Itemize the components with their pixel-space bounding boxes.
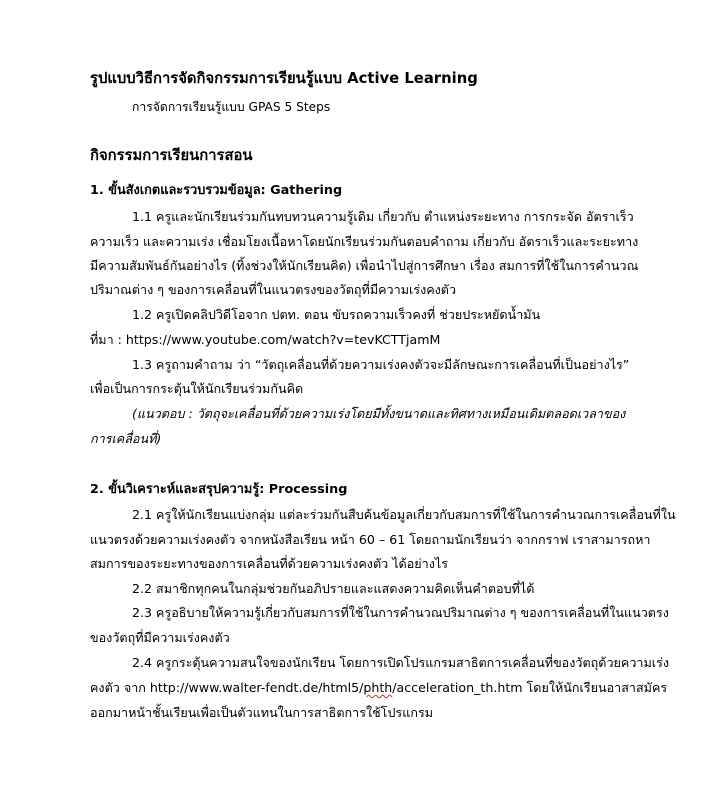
section-2-paragraph-4-line-1: 2.4 ครูกระตุ้นความสนใจของนักเรียน โดยการเปิดโปรแกรมสาธิตการเคลื่อนที่ของวัตถุด้วยความเร่ง (132, 655, 669, 670)
section-2-paragraph-3-line-2: ของวัตถุที่มีความเร่งคงตัว (90, 630, 230, 645)
url-text-end: /acceleration_th.htm โดยให้นักเรียนอาสาสมัคร (392, 680, 668, 695)
section-2-paragraph-3-line-1: 2.3 ครูอธิบายให้ความรู้เกี่ยวกับสมการที่ใช้ในการคำนวณปริมาณต่าง ๆ ของการเคลื่อนที่ในแนวตรง (132, 605, 669, 620)
section-1-paragraph-1-line-2: ความเร็ว และความเร่ง เชื่อมโยงเนื้อหาโดยนักเรียนร่วมกันตอบคำถาม เกี่ยวกับ อัตราเร็วและระยะทาง (90, 234, 639, 249)
section-1-paragraph-1-line-3: มีความสัมพันธ์กันอย่างไร (ทิ้งช่วงให้นักเรียนคิด) เพื่อนำไปสู่การศึกษา เรื่อง สมการที่ใช้ในการคำนวณ (90, 258, 639, 273)
section-2-paragraph-1-line-2: แนวตรงด้วยความเร่งคงตัว จากหนังสือเรียน หน้า 60 – 61 โดยถามนักเรียนว่า จากกราฟ เราสามารถหา (90, 532, 651, 547)
section-1-paragraph-2-line-1: 1.2 ครูเปิดคลิปวิดีโอจาก ปตท. ตอน ขับรถความเร็วคงที่ ช่วยประหยัดน้ำมัน (132, 307, 541, 322)
answer-guide-line-2: การเคลื่อนที่) (90, 431, 162, 446)
section-2-paragraph-1-line-3: สมการของระยะทางของการเคลื่อนที่ด้วยความเร่งคงตัว ได้อย่างไร (90, 556, 448, 571)
section-2-paragraph-4-line-3: ออกมาหน้าชั้นเรียนเพื่อเป็นตัวแทนในการสาธิตการใช้โปรแกรม (90, 705, 434, 720)
section-heading: กิจกรรมการเรียนการสอน (90, 147, 253, 164)
document-subtitle: การจัดการเรียนรู้แบบ GPAS 5 Steps (132, 100, 331, 114)
section-2-paragraph-2-line-1: 2.2 สมาชิกทุกคนในกลุ่มช่วยกันอภิปรายและแสดงความคิดเห็นคำตอบที่ได้ (132, 581, 535, 596)
source-link-line: ที่มา : https://www.youtube.com/watch?v=tevKCTTjamM (90, 332, 441, 347)
answer-guide-line-1: (แนวตอบ : วัตถุจะเคลื่อนที่ด้วยความเร่งโดยมีทั้งขนาดและทิศทางเหมือนเดิมตลอดเวลาของ (132, 406, 626, 421)
document-title: รูปแบบวิธีการจัดกิจกรรมการเรียนรู้แบบ Active Learning (90, 70, 478, 87)
section-2-paragraph-1-line-1: 2.1 ครูให้นักเรียนแบ่งกลุ่ม แต่ละร่วมกันสืบค้นข้อมูลเกี่ยวกับสมการที่ใช้ในการคำนวณการเคลื่อนที่ใน (132, 507, 676, 522)
section-1-paragraph-1-line-1: 1.1 ครูและนักเรียนร่วมกันทบทวนความรู้เดิม เกี่ยวกับ ตำแหน่งระยะทาง การกระจัด อัตราเร็ว (132, 209, 634, 224)
section-1-paragraph-1-line-4: ปริมาณต่าง ๆ ของการเคลื่อนที่ในแนวตรงของวัตถุที่มีความเร่งคงตัว (90, 282, 457, 297)
section-1-paragraph-3-line-2: เพื่อเป็นการกระตุ้นให้นักเรียนร่วมกันคิด (90, 381, 304, 396)
section-1-paragraph-3-line-1: 1.3 ครูถามคำถาม ว่า “วัตถุเคลื่อนที่ด้วยความเร่งคงตัวจะมีลักษณะการเคลื่อนที่เป็นอย่างไร” (132, 357, 630, 372)
section-1-title: 1. ขั้นสังเกตและรวบรวมข้อมูล: Gathering (90, 183, 343, 198)
url-text-start: คงตัว จาก http://www.walter-fendt.de/html5/ (90, 680, 364, 695)
spellcheck-flagged-word: phth (363, 680, 393, 695)
section-2-title: 2. ขั้นวิเคราะห์และสรุปความรู้: Processing (90, 482, 348, 497)
section-2-paragraph-4-line-2 (90, 679, 667, 697)
